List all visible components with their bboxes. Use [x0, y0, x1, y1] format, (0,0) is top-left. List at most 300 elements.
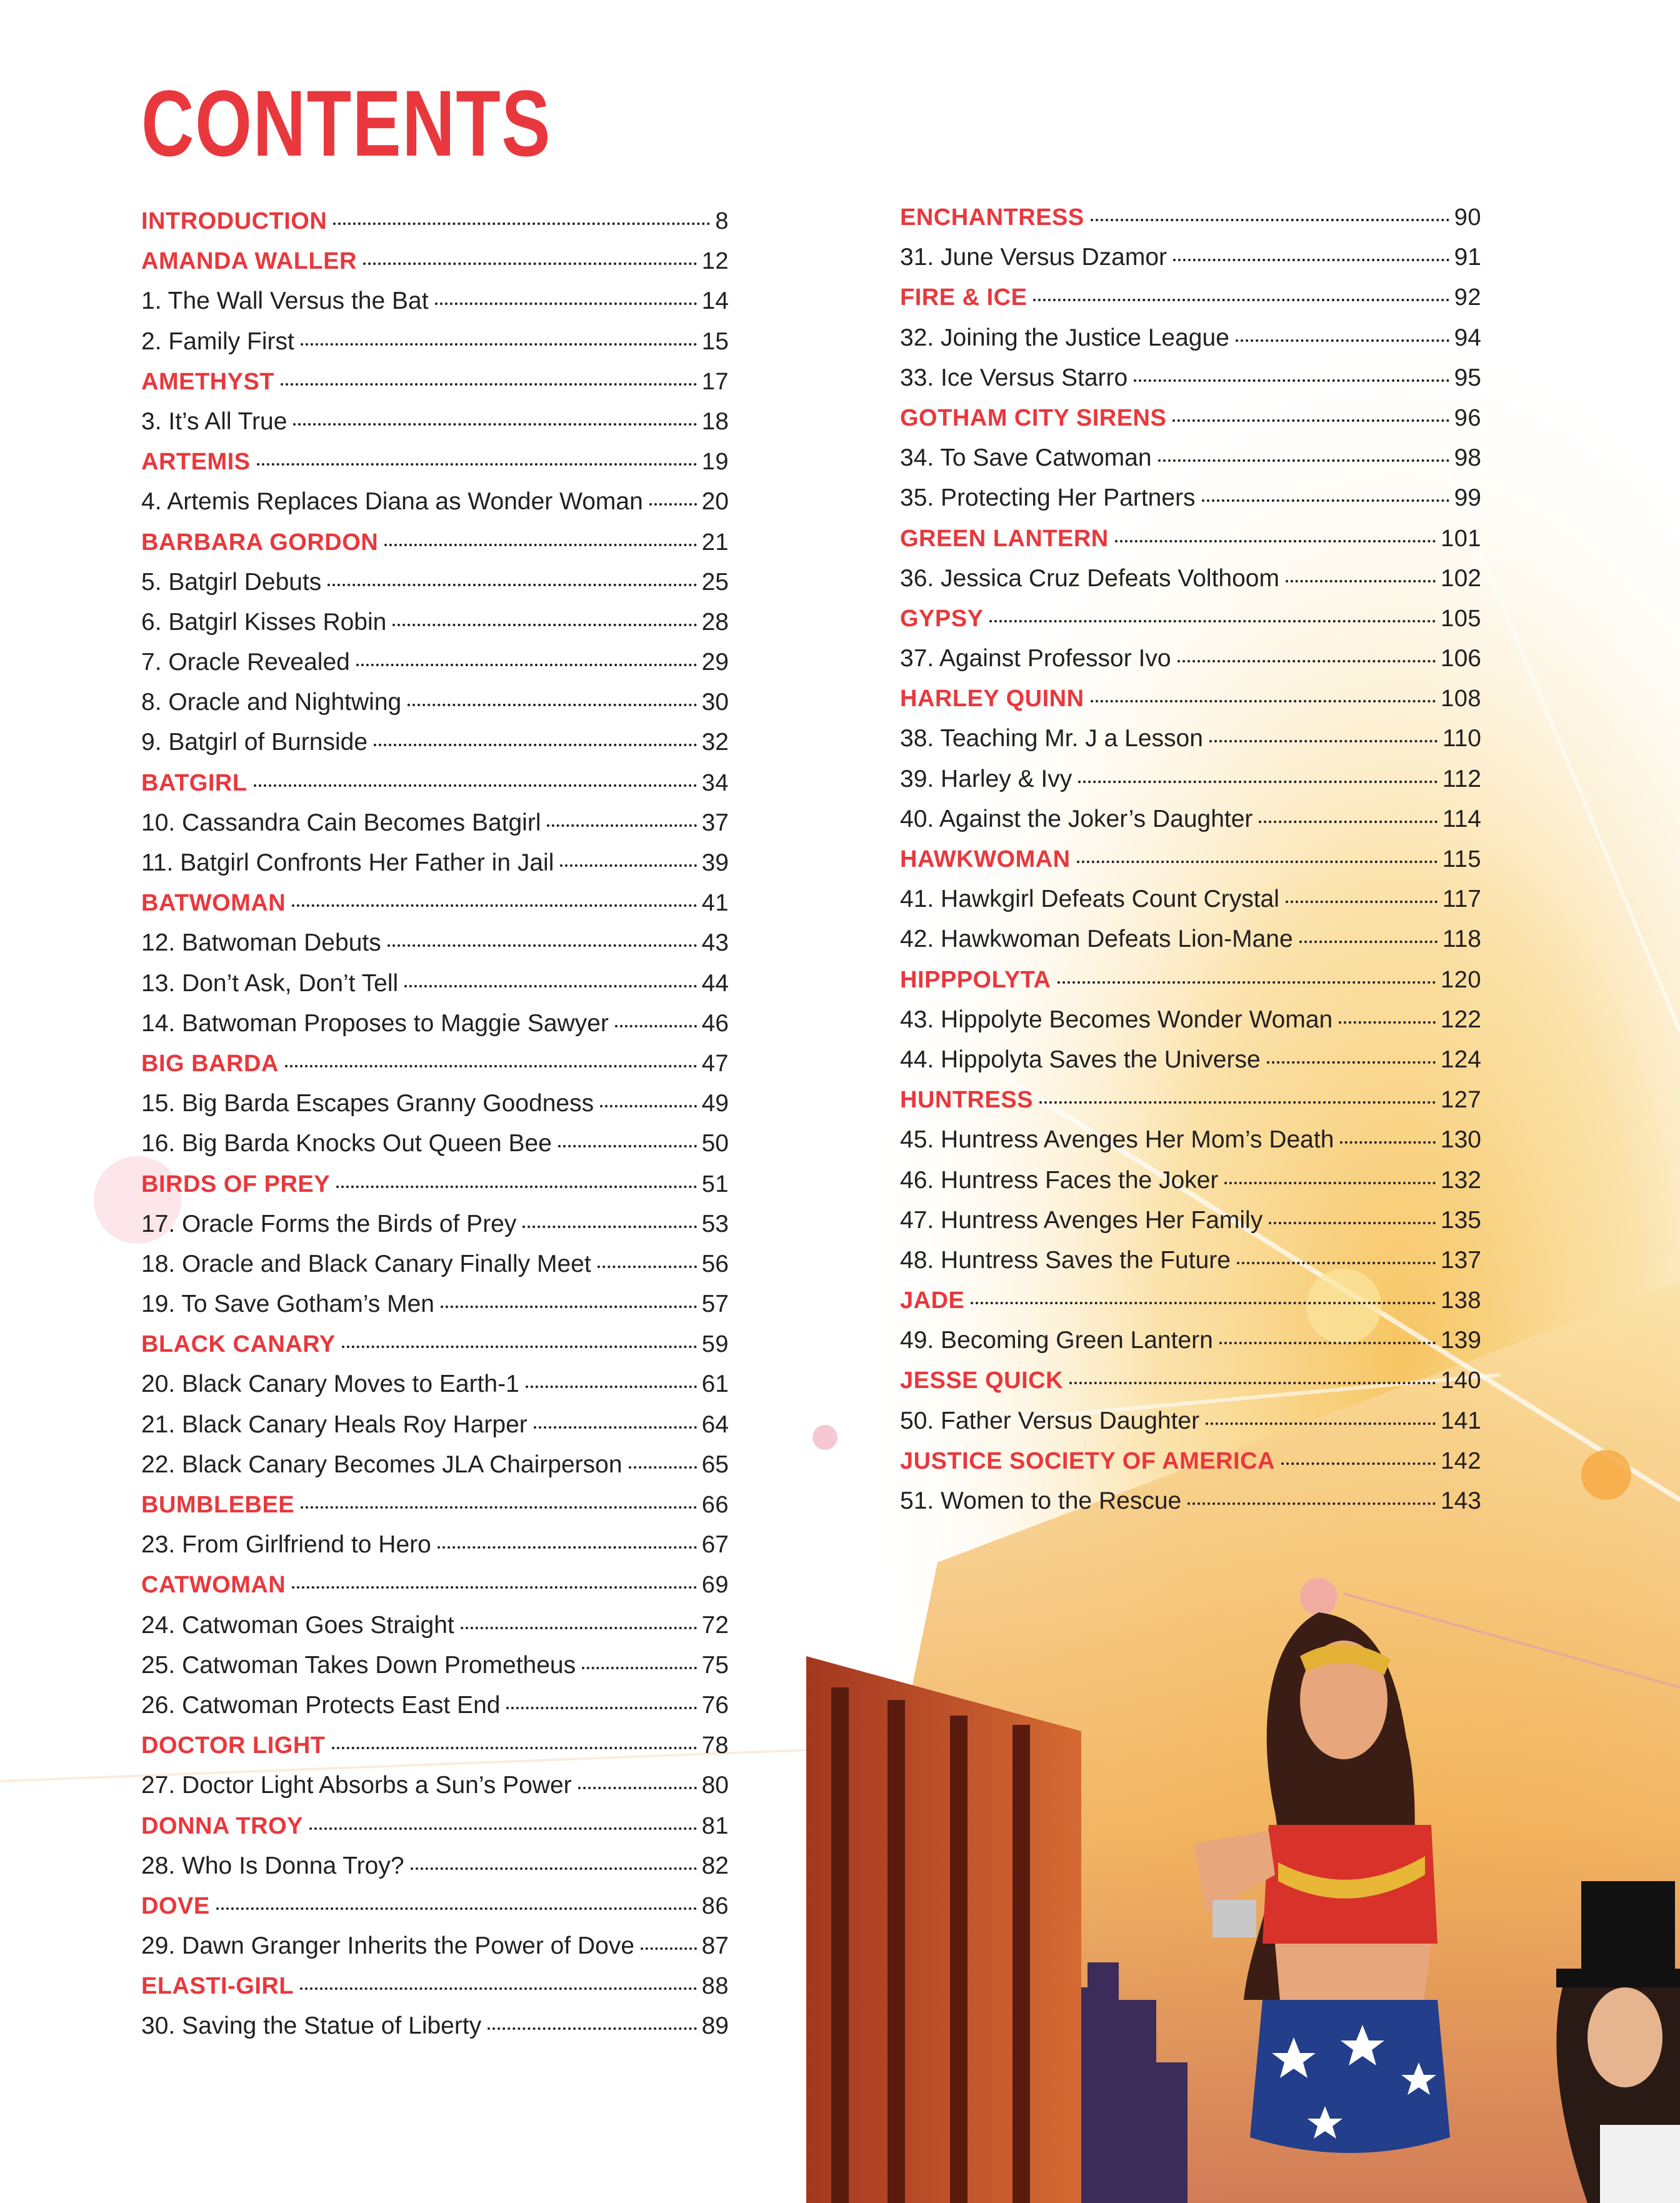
toc-page-number: 98	[1454, 444, 1481, 472]
toc-label: DOVE	[141, 1892, 210, 1919]
toc-entry-40-against-the-joker-s-daughter	[900, 799, 1481, 839]
toc-page-number: 92	[1454, 284, 1481, 311]
toc-section-enchantress	[900, 197, 1481, 237]
dot-leader	[1286, 577, 1436, 582]
toc-entry-18-oracle-and-black-canary-finally-meet	[141, 1244, 729, 1284]
dot-leader	[558, 1142, 697, 1147]
toc-section-amanda-waller	[141, 241, 729, 281]
toc-page-number: 56	[701, 1250, 729, 1277]
toc-entry-13-don-t-ask-don-t-tell	[141, 964, 729, 1004]
toc-page-number: 88	[701, 1973, 729, 2000]
toc-page-number: 14	[701, 287, 729, 315]
toc-label: 12. Batwoman Debuts	[141, 929, 381, 957]
toc-label: 7. Oracle Revealed	[141, 649, 350, 676]
toc-section-batwoman	[141, 883, 729, 923]
toc-section-batgirl	[141, 763, 729, 803]
toc-page-number: 59	[701, 1331, 729, 1358]
dot-leader	[293, 421, 696, 426]
toc-label: 37. Against Professor Ivo	[900, 645, 1171, 672]
page-title: CONTENTS	[141, 71, 551, 176]
toc-label: 28. Who Is Donna Troy?	[141, 1852, 404, 1879]
toc-page-number: 117	[1442, 886, 1481, 913]
toc-page-number: 61	[701, 1371, 729, 1398]
dot-leader	[333, 220, 710, 225]
toc-label: 29. Dawn Granger Inherits the Power of Dove	[141, 1932, 635, 1960]
toc-page-number: 78	[701, 1732, 729, 1759]
toc-page-number: 46	[701, 1009, 729, 1037]
toc-page-number: 105	[1441, 605, 1481, 632]
toc-page-number: 102	[1440, 564, 1481, 592]
dot-leader	[641, 1945, 697, 1950]
toc-page-number: 130	[1440, 1126, 1481, 1154]
toc-entry-9-batgirl-of-burnside	[141, 722, 729, 762]
dot-leader	[292, 1584, 696, 1589]
dot-leader	[1209, 737, 1438, 742]
toc-page-number: 15	[701, 327, 729, 355]
toc-page-number: 65	[701, 1451, 729, 1478]
toc-page-number: 29	[701, 649, 729, 676]
toc-entry-2-family-first	[141, 322, 729, 362]
dot-leader	[506, 1704, 696, 1709]
toc-entry-39-harley-ivy	[900, 759, 1481, 799]
toc-label: 8. Oracle and Nightwing	[141, 689, 402, 716]
toc-label: 10. Cassandra Cain Becomes Batgirl	[141, 809, 541, 836]
dot-leader	[1039, 1099, 1436, 1104]
toc-label: 4. Artemis Replaces Diana as Wonder Woman	[141, 488, 643, 516]
toc-entry-19-to-save-gotham-s-men	[141, 1284, 729, 1324]
toc-page-number: 25	[701, 568, 729, 596]
toc-page-number: 51	[701, 1171, 729, 1197]
toc-section-artemis	[141, 442, 729, 482]
toc-page-number: 50	[701, 1130, 729, 1157]
toc-section-fire-ice	[900, 277, 1481, 317]
toc-section-amethyst	[141, 362, 729, 402]
toc-entry-12-batwoman-debuts	[141, 923, 729, 963]
toc-page-number: 53	[701, 1210, 729, 1237]
toc-section-hipppolyta	[900, 960, 1481, 1000]
dot-leader	[1202, 497, 1449, 502]
dot-leader	[1091, 216, 1449, 221]
toc-page-number: 41	[701, 890, 729, 917]
dot-leader	[534, 1424, 697, 1429]
toc-label: 39. Harley & Ivy	[900, 765, 1072, 792]
toc-page-number: 112	[1442, 765, 1481, 792]
dot-leader	[989, 617, 1436, 622]
toc-section-harley-quinn	[900, 679, 1481, 719]
dot-leader	[1236, 337, 1449, 342]
toc-entry-29-dawn-granger-inherits-the-power-of-dove	[141, 1926, 729, 1966]
toc-label: 13. Don’t Ask, Don’t Tell	[141, 969, 399, 997]
toc-label: 24. Catwoman Goes Straight	[141, 1611, 454, 1639]
toc-page-number: 86	[701, 1892, 729, 1919]
dot-leader	[1115, 537, 1436, 542]
toc-entry-15-big-barda-escapes-granny-goodness	[141, 1084, 729, 1124]
toc-label: 1. The Wall Versus the Bat	[141, 287, 429, 315]
dot-leader	[332, 1744, 697, 1749]
dot-leader	[301, 341, 697, 346]
toc-entry-46-huntress-faces-the-joker	[900, 1161, 1481, 1201]
toc-entry-37-against-professor-ivo	[900, 639, 1481, 679]
toc-section-gotham-city-sirens	[900, 398, 1481, 438]
toc-entry-38-teaching-mr-j-a-lesson	[900, 719, 1481, 759]
dot-leader	[441, 1303, 697, 1308]
toc-label: GOTHAM CITY SIRENS	[900, 404, 1167, 431]
dot-leader	[1077, 858, 1438, 863]
toc-label: 22. Black Canary Becomes JLA Chairperson	[141, 1451, 622, 1478]
dot-leader	[578, 1784, 697, 1789]
toc-label: BIG BARDA	[141, 1050, 279, 1077]
toc-page-number: 140	[1441, 1367, 1481, 1394]
dot-leader	[598, 1263, 697, 1268]
toc-page-number: 32	[701, 729, 729, 756]
toc-page-number: 47	[701, 1050, 729, 1077]
toc-label: 45. Huntress Avenges Her Mom’s Death	[900, 1126, 1334, 1154]
toc-entry-33-ice-versus-starro	[900, 358, 1481, 398]
toc-entry-34-to-save-catwoman	[900, 438, 1481, 478]
dot-leader	[1158, 457, 1449, 462]
toc-label: 43. Hippolyte Becomes Wonder Woman	[900, 1006, 1333, 1033]
toc-entry-50-father-versus-daughter	[900, 1401, 1481, 1441]
dot-leader	[392, 621, 696, 626]
toc-label: ENCHANTRESS	[900, 204, 1084, 231]
toc-page-number: 99	[1454, 484, 1481, 512]
toc-label: DOCTOR LIGHT	[141, 1732, 326, 1759]
toc-entry-44-hippolyta-saves-the-universe	[900, 1040, 1481, 1080]
toc-label: 21. Black Canary Heals Roy Harper	[141, 1411, 528, 1438]
toc-entry-21-black-canary-heals-roy-harper	[141, 1405, 729, 1445]
toc-label: 46. Huntress Faces the Joker	[900, 1166, 1219, 1194]
toc-label: 34. To Save Catwoman	[900, 444, 1152, 472]
toc-page-number: 108	[1441, 686, 1481, 712]
dot-leader	[1134, 377, 1449, 382]
toc-label: 23. From Girlfriend to Hero	[141, 1531, 431, 1559]
toc-page-number: 137	[1440, 1246, 1481, 1274]
dot-leader	[1219, 1339, 1436, 1344]
toc-label: BIRDS OF PREY	[141, 1171, 331, 1197]
toc-label: INTRODUCTION	[141, 208, 328, 234]
toc-label: 17. Oracle Forms the Birds of Prey	[141, 1210, 517, 1237]
toc-entry-5-batgirl-debuts	[141, 562, 729, 602]
dot-leader	[971, 1299, 1436, 1304]
toc-label: 19. To Save Gotham’s Men	[141, 1291, 434, 1318]
toc-label: 32. Joining the Justice League	[900, 324, 1229, 351]
toc-page-number: 8	[715, 208, 729, 234]
toc-page-number: 72	[701, 1611, 729, 1639]
dot-leader	[1299, 938, 1438, 943]
dot-leader	[388, 942, 697, 947]
toc-label: 6. Batgirl Kisses Robin	[141, 608, 387, 636]
dot-leader	[582, 1664, 696, 1669]
toc-page-number: 80	[701, 1772, 729, 1799]
dot-leader	[336, 1183, 697, 1188]
toc-entry-45-huntress-avenges-her-mom-s-death	[900, 1120, 1481, 1160]
toc-section-huntress	[900, 1080, 1481, 1120]
toc-page-number: 124	[1440, 1046, 1481, 1073]
dot-leader	[629, 1464, 697, 1469]
toc-label: 30. Saving the Statue of Liberty	[141, 2012, 482, 2040]
dot-leader	[522, 1223, 696, 1228]
toc-entry-47-huntress-avenges-her-family	[900, 1201, 1481, 1241]
toc-entry-20-black-canary-moves-to-earth-1	[141, 1364, 729, 1404]
toc-label: HIPPPOLYTA	[900, 966, 1051, 993]
toc-entry-3-it-s-all-true	[141, 402, 729, 442]
toc-label: JESSE QUICK	[900, 1367, 1064, 1394]
toc-label: 2. Family First	[141, 327, 294, 355]
toc-entry-10-cassandra-cain-becomes-batgirl	[141, 803, 729, 843]
dot-leader	[356, 661, 697, 666]
toc-entry-17-oracle-forms-the-birds-of-prey	[141, 1204, 729, 1244]
toc-label: 35. Protecting Her Partners	[900, 484, 1196, 512]
dot-leader	[438, 1544, 697, 1549]
toc-entry-35-protecting-her-partners	[900, 478, 1481, 518]
toc-label: BARBARA GORDON	[141, 529, 379, 556]
toc-label: BLACK CANARY	[141, 1331, 336, 1358]
toc-label: 44. Hippolyta Saves the Universe	[900, 1046, 1261, 1073]
toc-label: 31. June Versus Dzamor	[900, 244, 1168, 271]
toc-page-number: 135	[1440, 1206, 1481, 1234]
toc-entry-1-the-wall-versus-the-bat	[141, 281, 729, 321]
toc-label: 41. Hawkgirl Defeats Count Crystal	[900, 886, 1279, 913]
toc-page-number: 120	[1441, 966, 1481, 993]
toc-label: GYPSY	[900, 605, 984, 632]
toc-entry-7-oracle-revealed	[141, 642, 729, 682]
dot-leader	[1069, 1379, 1436, 1384]
toc-entry-27-doctor-light-absorbs-a-sun-s-power	[141, 1766, 729, 1806]
toc-section-birds-of-prey	[141, 1164, 729, 1204]
dot-leader	[285, 1062, 697, 1067]
dot-leader	[257, 461, 697, 466]
toc-entry-16-big-barda-knocks-out-queen-bee	[141, 1124, 729, 1164]
toc-entry-26-catwoman-protects-east-end	[141, 1686, 729, 1726]
toc-page-number: 20	[701, 488, 729, 516]
toc-page-number: 141	[1440, 1407, 1481, 1434]
dot-leader	[560, 862, 696, 867]
toc-page-number: 95	[1454, 364, 1481, 391]
toc-page-number: 19	[701, 449, 729, 476]
toc-page-number: 69	[701, 1572, 729, 1599]
toc-label: FIRE & ICE	[900, 284, 1028, 311]
dot-leader	[1259, 818, 1437, 823]
dot-leader	[1286, 898, 1438, 903]
toc-label: HUNTRESS	[900, 1087, 1034, 1114]
dot-leader	[488, 2025, 696, 2030]
dot-leader	[1091, 697, 1436, 702]
dot-leader	[1237, 1259, 1436, 1264]
dot-leader	[1178, 657, 1436, 662]
dot-leader	[328, 581, 696, 586]
toc-page-number: 43	[701, 929, 729, 957]
toc-entry-31-june-versus-dzamor	[900, 237, 1481, 277]
toc-section-doctor-light	[141, 1726, 729, 1766]
toc-label: HARLEY QUINN	[900, 686, 1084, 712]
dot-leader	[1206, 1420, 1436, 1425]
toc-label: 3. It’s All True	[141, 407, 288, 435]
dot-leader	[254, 782, 697, 787]
toc-label: BATGIRL	[141, 769, 248, 796]
toc-page-number: 21	[701, 529, 729, 556]
toc-entry-11-batgirl-confronts-her-father-in-jail	[141, 843, 729, 883]
toc-page-number: 118	[1442, 926, 1481, 953]
toc-section-black-canary	[141, 1324, 729, 1364]
contents-right-column	[900, 197, 1481, 1521]
toc-entry-22-black-canary-becomes-jla-chairperson	[141, 1445, 729, 1485]
toc-label: BATWOMAN	[141, 890, 286, 917]
toc-section-gypsy	[900, 599, 1481, 639]
toc-section-barbara-gordon	[141, 522, 729, 562]
toc-section-big-barda	[141, 1044, 729, 1084]
dot-leader	[1339, 1019, 1436, 1024]
toc-entry-23-from-girlfriend-to-hero	[141, 1525, 729, 1565]
toc-entry-6-batgirl-kisses-robin	[141, 602, 729, 642]
toc-page-number: 96	[1454, 404, 1481, 431]
dot-leader	[1267, 1059, 1436, 1064]
toc-page-number: 91	[1454, 244, 1481, 271]
toc-label: JADE	[900, 1287, 965, 1314]
dot-leader	[1172, 417, 1449, 422]
dot-leader	[384, 541, 696, 546]
toc-page-number: 28	[701, 608, 729, 636]
toc-label: 33. Ice Versus Starro	[900, 364, 1128, 391]
dot-leader	[300, 1985, 697, 1990]
toc-page-number: 115	[1442, 846, 1481, 872]
toc-label: 42. Hawkwoman Defeats Lion-Mane	[900, 926, 1293, 953]
toc-entry-51-women-to-the-rescue	[900, 1481, 1481, 1521]
toc-page-number: 106	[1440, 645, 1481, 672]
toc-page-number: 127	[1441, 1087, 1481, 1114]
toc-section-jesse-quick	[900, 1361, 1481, 1401]
dot-leader	[292, 902, 696, 907]
toc-label: 25. Catwoman Takes Down Prometheus	[141, 1651, 576, 1679]
toc-label: BUMBLEBEE	[141, 1492, 295, 1518]
dot-leader	[1281, 1460, 1436, 1465]
toc-entry-24-catwoman-goes-straight	[141, 1606, 729, 1646]
dot-leader	[649, 501, 697, 506]
dot-leader	[411, 1865, 697, 1870]
dot-leader	[216, 1905, 697, 1910]
toc-page-number: 81	[701, 1812, 729, 1839]
toc-page-number: 30	[701, 689, 729, 716]
dot-leader	[374, 741, 697, 746]
toc-section-hawkwoman	[900, 839, 1481, 879]
toc-entry-48-huntress-saves-the-future	[900, 1241, 1481, 1281]
toc-label: 27. Doctor Light Absorbs a Sun’s Power	[141, 1772, 572, 1799]
toc-entry-36-jessica-cruz-defeats-volthoom	[900, 559, 1481, 599]
toc-page-number: 17	[701, 368, 729, 395]
toc-page-number: 18	[701, 407, 729, 435]
dot-leader	[408, 701, 696, 706]
toc-section-dove	[141, 1886, 729, 1926]
toc-page-number: 64	[701, 1411, 729, 1438]
dot-leader	[1340, 1139, 1436, 1144]
toc-page-number: 67	[701, 1531, 729, 1559]
contents-left-column	[141, 201, 729, 2047]
toc-entry-43-hippolyte-becomes-wonder-woman	[900, 1000, 1481, 1040]
toc-page-number: 101	[1441, 525, 1481, 552]
toc-page-number: 57	[701, 1291, 729, 1318]
toc-page-number: 94	[1454, 324, 1481, 351]
toc-label: 18. Oracle and Black Canary Finally Meet	[141, 1250, 591, 1277]
toc-page-number: 122	[1440, 1006, 1481, 1033]
dot-leader	[309, 1825, 697, 1830]
toc-label: HAWKWOMAN	[900, 846, 1071, 872]
dot-leader	[1078, 778, 1438, 783]
toc-page-number: 143	[1440, 1487, 1481, 1514]
toc-page-number: 44	[701, 969, 729, 997]
toc-entry-28-who-is-donna-troy	[141, 1846, 729, 1886]
toc-label: 26. Catwoman Protects East End	[141, 1691, 501, 1719]
dot-leader	[1173, 256, 1449, 261]
toc-label: 11. Batgirl Confronts Her Father in Jail	[141, 849, 554, 876]
toc-section-catwoman	[141, 1565, 729, 1605]
toc-page-number: 75	[701, 1651, 729, 1679]
toc-entry-14-batwoman-proposes-to-maggie-sawyer	[141, 1004, 729, 1044]
dot-leader	[1033, 296, 1449, 301]
toc-label: 51. Women to the Rescue	[900, 1487, 1182, 1514]
toc-entry-30-saving-the-statue-of-liberty	[141, 2006, 729, 2046]
toc-page-number: 76	[701, 1691, 729, 1719]
toc-section-jade	[900, 1281, 1481, 1321]
dot-leader	[404, 982, 696, 987]
toc-label: 20. Black Canary Moves to Earth-1	[141, 1371, 519, 1398]
dot-leader	[461, 1624, 697, 1629]
toc-label: 9. Batgirl of Burnside	[141, 729, 368, 756]
dot-leader	[547, 822, 696, 827]
toc-section-elasti-girl	[141, 1966, 729, 2006]
toc-label: AMETHYST	[141, 368, 274, 395]
toc-section-bumblebee	[141, 1485, 729, 1525]
dot-leader	[1188, 1500, 1436, 1505]
toc-label: 50. Father Versus Daughter	[900, 1407, 1200, 1434]
toc-label: 5. Batgirl Debuts	[141, 568, 322, 596]
toc-section-justice-society-of-america	[900, 1441, 1481, 1481]
toc-page-number: 66	[701, 1492, 729, 1518]
toc-page-number: 132	[1440, 1166, 1481, 1194]
dot-leader	[435, 300, 697, 305]
toc-label: 47. Huntress Avenges Her Family	[900, 1206, 1263, 1234]
toc-entry-25-catwoman-takes-down-prometheus	[141, 1646, 729, 1686]
toc-page-number: 82	[701, 1852, 729, 1879]
toc-label: AMANDA WALLER	[141, 248, 357, 275]
dot-leader	[1058, 979, 1436, 984]
toc-page-number: 114	[1442, 805, 1481, 832]
toc-label: ELASTI-GIRL	[141, 1973, 294, 2000]
toc-label: 38. Teaching Mr. J a Lesson	[900, 725, 1203, 752]
toc-section-introduction	[141, 201, 729, 241]
toc-entry-4-artemis-replaces-diana-as-wonder-woman	[141, 482, 729, 522]
dot-leader	[342, 1343, 697, 1348]
dot-leader	[363, 260, 697, 265]
toc-page-number: 110	[1442, 725, 1481, 752]
toc-label: CATWOMAN	[141, 1572, 286, 1599]
dot-leader	[1269, 1219, 1436, 1224]
dot-leader	[281, 381, 697, 386]
toc-label: GREEN LANTERN	[900, 525, 1109, 552]
toc-label: 36. Jessica Cruz Defeats Volthoom	[900, 564, 1279, 592]
toc-entry-8-oracle-and-nightwing	[141, 682, 729, 722]
toc-section-green-lantern	[900, 519, 1481, 559]
toc-label: DONNA TROY	[141, 1812, 304, 1839]
toc-page-number: 139	[1440, 1327, 1481, 1354]
toc-page-number: 90	[1454, 204, 1481, 231]
toc-page-number: 37	[701, 809, 729, 836]
toc-page-number: 89	[701, 2012, 729, 2040]
toc-label: 14. Batwoman Proposes to Maggie Sawyer	[141, 1009, 609, 1037]
toc-entry-49-becoming-green-lantern	[900, 1321, 1481, 1361]
dot-leader	[301, 1504, 697, 1509]
toc-section-donna-troy	[141, 1806, 729, 1846]
toc-label: 16. Big Barda Knocks Out Queen Bee	[141, 1130, 552, 1157]
toc-label: 49. Becoming Green Lantern	[900, 1327, 1213, 1354]
